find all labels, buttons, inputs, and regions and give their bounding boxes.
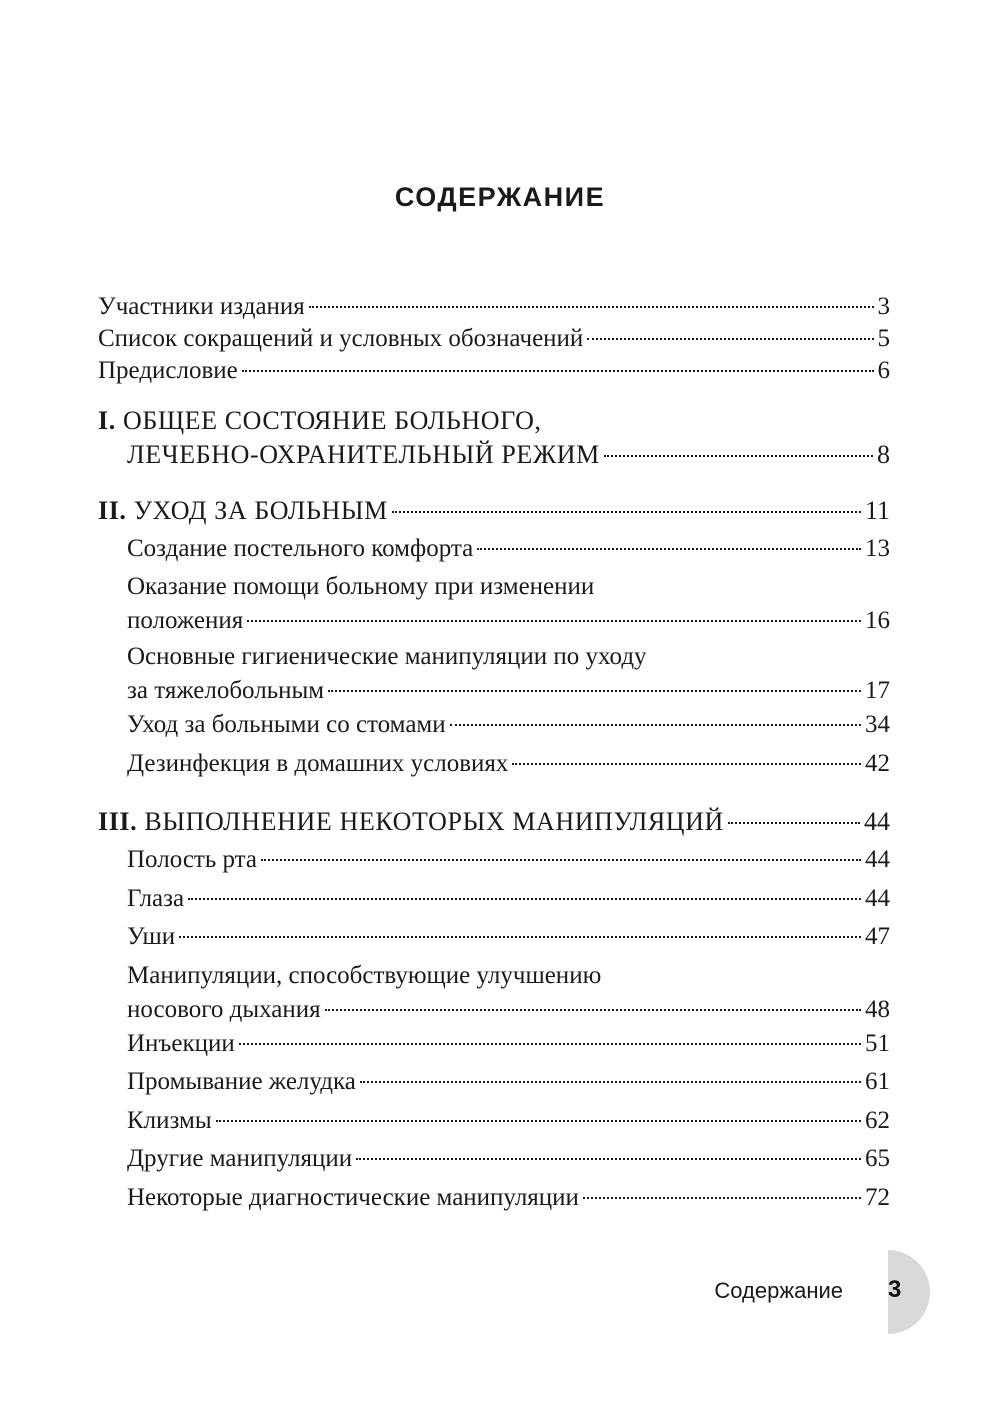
- toc-entry-gastric-lavage[interactable]: [127, 1065, 890, 1099]
- running-footer-label: Содержание: [714, 1278, 843, 1303]
- toc-entry-abbreviations[interactable]: [98, 322, 890, 356]
- toc-entry-injections[interactable]: [127, 1027, 890, 1061]
- dot-leader: [216, 1120, 861, 1122]
- toc-entry-title: Глаза: [127, 885, 185, 912]
- toc-entry-title: Уход за больными со стомами: [127, 711, 446, 738]
- toc-entry-title-line1: Манипуляции, способствующие улучшению: [127, 962, 602, 989]
- toc-chapter-3[interactable]: [98, 805, 890, 839]
- dot-leader: [728, 822, 860, 824]
- toc-entry-title-line2: положения: [127, 607, 244, 634]
- toc-entry-title: Предисловие: [98, 357, 238, 384]
- toc-entry-diagnostic-manipulations[interactable]: [127, 1181, 890, 1215]
- chapter-number: III.: [98, 807, 138, 836]
- toc-entry-page: 44: [865, 885, 890, 912]
- toc-entry-title: Другие манипуляции: [127, 1145, 353, 1172]
- toc-entry-page: 47: [865, 923, 890, 950]
- toc-entry-eyes[interactable]: [127, 882, 890, 916]
- toc-entry-enemas[interactable]: [127, 1104, 890, 1138]
- dot-leader: [587, 338, 873, 340]
- toc-entry-title: Дезинфекция в домашних условиях: [127, 750, 509, 777]
- toc-entry-title: Промывание желудка: [127, 1068, 356, 1095]
- toc-entry-title-line2: ЛЕЧЕБНО-ОХРАНИТЕЛЬНЫЙ РЕЖИМ: [127, 440, 600, 469]
- chapter-number: I.: [98, 406, 116, 435]
- dot-leader: [477, 548, 861, 550]
- dot-leader: [356, 1158, 861, 1160]
- toc-entry-title-line1: Основные гигиенические манипуляции по уходу: [127, 643, 647, 670]
- toc-entry-page: 16: [865, 607, 890, 634]
- toc-entry-other-manipulations[interactable]: [127, 1142, 890, 1176]
- toc-entry-oral-cavity[interactable]: [127, 843, 890, 877]
- toc-entry-page: 13: [865, 535, 890, 562]
- dot-leader: [392, 511, 861, 513]
- toc-entry-bed-comfort[interactable]: [127, 532, 890, 566]
- chapter-number: II.: [98, 496, 127, 525]
- toc-entry-page: 44: [865, 846, 890, 873]
- toc-entry-stoma-care[interactable]: [127, 708, 890, 742]
- toc-entry-page: 3: [877, 293, 890, 320]
- toc-entry-page: 65: [865, 1145, 890, 1172]
- toc-entry-title: Создание постельного комфорта: [127, 535, 474, 562]
- toc-entry-title: Полость рта: [127, 846, 257, 873]
- toc-entry-title-line2: носового дыхания: [127, 996, 321, 1023]
- toc-entry-title: УХОД ЗА БОЛЬНЫМ: [133, 496, 388, 525]
- toc-entry-position-change[interactable]: [127, 570, 890, 638]
- toc-chapter-2[interactable]: [98, 494, 890, 528]
- toc-entry-preface[interactable]: [98, 354, 890, 388]
- toc-entry-page: 51: [865, 1030, 890, 1057]
- toc-entry-ears[interactable]: [127, 920, 890, 954]
- toc-entry-hygiene[interactable]: [127, 640, 890, 708]
- toc-entry-disinfection[interactable]: [127, 747, 890, 781]
- dot-leader: [328, 690, 861, 692]
- dot-leader: [188, 898, 861, 900]
- page-title: СОДЕРЖАНИЕ: [394, 182, 606, 212]
- toc-entry-page: 44: [864, 807, 890, 836]
- toc-entry-nasal-breathing[interactable]: [127, 959, 890, 1027]
- dot-leader: [583, 1197, 861, 1199]
- toc-entry-title: Участники издания: [98, 293, 305, 320]
- dot-leader: [360, 1081, 861, 1083]
- dot-leader: [261, 859, 861, 861]
- toc-entry-page: 11: [864, 496, 890, 525]
- toc-entry-page: 5: [877, 325, 890, 352]
- dot-leader: [604, 455, 873, 457]
- toc-entry-title: Список сокращений и условных обозначений: [98, 325, 584, 352]
- dot-leader: [325, 1009, 861, 1011]
- dot-leader: [242, 370, 874, 372]
- toc-entry-page: 62: [865, 1107, 890, 1134]
- dot-leader: [179, 936, 861, 938]
- toc-entry-page: 61: [865, 1068, 890, 1095]
- toc-entry-page: 6: [877, 357, 890, 384]
- toc-entry-page: 17: [865, 677, 890, 704]
- toc-entry-title: Уши: [127, 923, 176, 950]
- toc-entry-title: ВЫПОЛНЕНИЕ НЕКОТОРЫХ МАНИПУЛЯЦИЙ: [144, 807, 724, 836]
- toc-entry-contributors[interactable]: [98, 290, 890, 324]
- toc-entry-page: 72: [865, 1184, 890, 1211]
- toc-entry-page: 34: [865, 711, 890, 738]
- dot-leader: [309, 306, 874, 308]
- toc-entry-page: 42: [865, 750, 890, 777]
- dot-leader: [239, 1043, 861, 1045]
- toc-entry-title-line2: за тяжелобольным: [127, 677, 325, 704]
- toc-entry-title: Инъекции: [127, 1030, 235, 1057]
- dot-leader: [450, 724, 861, 726]
- toc-entry-title-line1: ОБЩЕЕ СОСТОЯНИЕ БОЛЬНОГО,: [122, 406, 542, 435]
- toc-entry-page: 8: [877, 440, 890, 469]
- page-number: 3: [888, 1276, 902, 1303]
- dot-leader: [512, 763, 861, 765]
- dot-leader: [247, 620, 861, 622]
- toc-entry-title: Клизмы: [127, 1107, 212, 1134]
- toc-entry-title-line1: Оказание помощи больному при изменении: [127, 573, 595, 600]
- toc-entry-title: Некоторые диагностические манипуляции: [127, 1184, 579, 1211]
- toc-chapter-1[interactable]: [98, 404, 890, 472]
- toc-entry-page: 48: [865, 996, 890, 1023]
